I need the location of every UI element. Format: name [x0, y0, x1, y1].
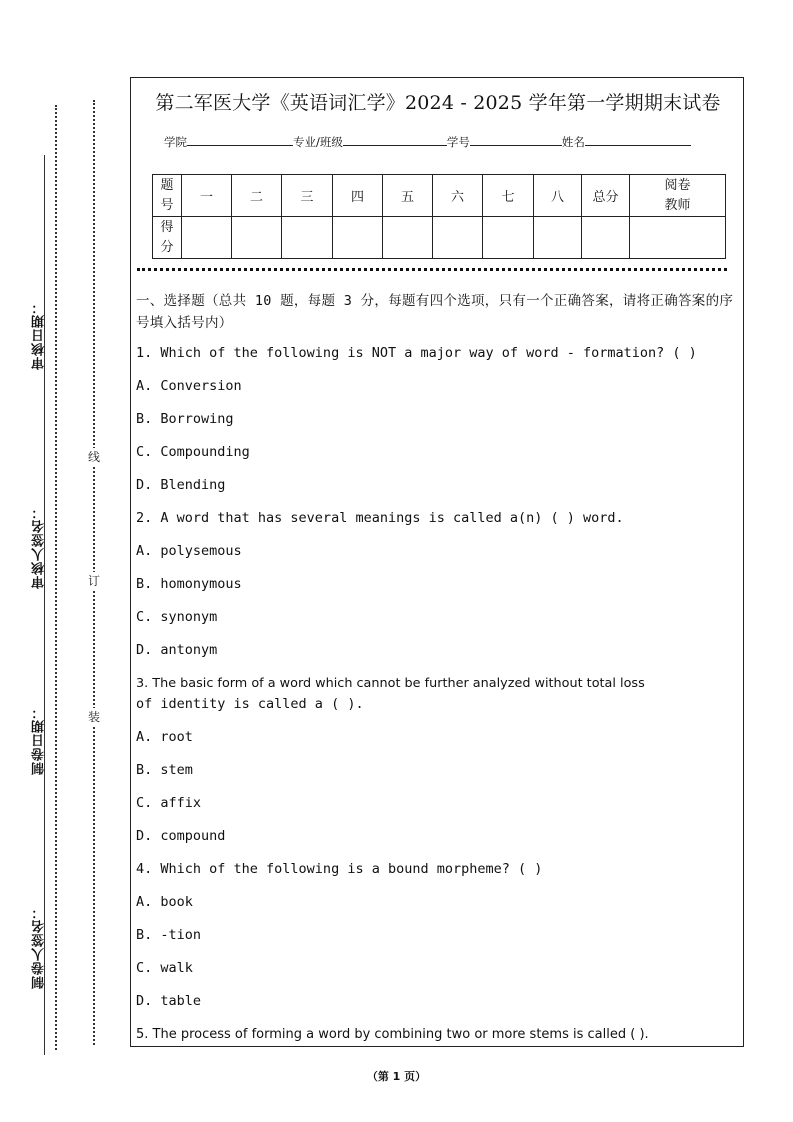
question-4-option-a: A. book — [136, 894, 193, 910]
question-4-option-b: B. -tion — [136, 927, 202, 943]
student-id-label: 学号 — [446, 135, 470, 149]
score-cell-4[interactable] — [333, 217, 383, 259]
question-4-option-c: C. walk — [136, 960, 193, 976]
question-1-option-c: C. Compounding — [136, 444, 250, 460]
score-label-1: 得 — [160, 219, 174, 235]
score-cell-2[interactable] — [232, 217, 282, 259]
question-2-option-a: A. polysemous — [136, 543, 242, 559]
question-4-option-d: D. table — [136, 993, 202, 1009]
score-col-1: 一 — [182, 175, 232, 217]
question-3-option-c: C. affix — [136, 795, 202, 811]
score-cell-5[interactable] — [383, 217, 433, 259]
name-label: 姓名 — [561, 135, 585, 149]
question-2-stem: 2. A word that has several meanings is called a(n) ( ) word. — [136, 510, 624, 526]
score-table-header-label-1: 题 — [160, 177, 174, 193]
student-info-row — [164, 132, 691, 150]
question-5-stem: 5. The process of forming a word by combining two or more stems is called ( ). — [136, 1027, 649, 1042]
question-1-option-a: A. Conversion — [136, 378, 242, 394]
score-cell-8[interactable] — [534, 217, 582, 259]
margin-dotted-line-left — [55, 105, 57, 1050]
score-label-2: 分 — [160, 239, 174, 255]
college-label: 学院 — [164, 135, 187, 149]
exam-title: 第二军医大学《英语词汇学》2024 - 2025 学年第一学期期末试卷 — [155, 92, 721, 114]
score-col-7: 七 — [483, 175, 534, 217]
reviewer-signature-label: 审核人签名： — [32, 505, 47, 589]
reviewer-date-label: 审核日期： — [32, 300, 47, 370]
score-col-3: 三 — [282, 175, 333, 217]
score-cell-3[interactable] — [282, 217, 333, 259]
score-cell-1[interactable] — [182, 217, 232, 259]
student-id-field[interactable] — [470, 132, 562, 146]
question-3-stem — [136, 673, 742, 715]
section-heading: 一、选择题（总共 10 题，每题 3 分，每题有四个选项，只有一个正确答案，请将正确答案的序号填入括号内） — [136, 293, 734, 331]
score-cell-grader[interactable] — [630, 217, 726, 259]
score-col-6: 六 — [433, 175, 483, 217]
question-4-stem: 4. Which of the following is a bound morpheme? ( ) — [136, 861, 543, 877]
score-table — [152, 174, 726, 259]
question-2-option-c: C. synonym — [136, 609, 218, 625]
score-cell-total[interactable] — [582, 217, 630, 259]
maker-date-label: 制卷日期： — [32, 705, 47, 775]
question-2-option-b: B. homonymous — [136, 576, 242, 592]
question-3-stem-line-2: of identity is called a ( ). — [136, 696, 364, 712]
score-col-grader — [630, 175, 726, 217]
score-table-score-label — [153, 217, 182, 259]
score-col-total: 总分 — [582, 175, 630, 217]
score-col-5: 五 — [383, 175, 433, 217]
score-cell-6[interactable] — [433, 217, 483, 259]
question-section — [136, 290, 742, 1057]
exam-frame — [130, 77, 744, 1047]
binding-char-bind: 装 — [88, 710, 101, 724]
page-number: （第 1 页） — [366, 1070, 427, 1083]
binding-char-staple: 订 — [88, 574, 101, 588]
question-3-option-d: D. compound — [136, 828, 226, 844]
question-2-option-d: D. antonym — [136, 642, 218, 658]
grader-label-2: 教师 — [664, 197, 691, 213]
major-label: 专业/班级 — [293, 135, 343, 149]
question-1-option-b: B. Borrowing — [136, 411, 234, 427]
question-3-stem-line-1: 3. The basic form of a word which cannot be further analyzed without total loss — [136, 676, 645, 691]
score-table-header-label — [153, 175, 182, 217]
question-3-option-b: B. stem — [136, 762, 193, 778]
score-col-8: 八 — [534, 175, 582, 217]
score-cell-7[interactable] — [483, 217, 534, 259]
major-field[interactable] — [343, 132, 447, 146]
question-1-stem: 1. Which of the following is NOT a major way of word - formation? ( ) — [136, 345, 697, 361]
section-separator — [137, 268, 727, 271]
score-table-header-label-2: 号 — [160, 197, 174, 213]
question-1-option-d: D. Blending — [136, 477, 226, 493]
score-col-2: 二 — [232, 175, 282, 217]
maker-signature-label: 制卷人签名： — [32, 905, 47, 989]
question-3-option-a: A. root — [136, 729, 193, 745]
score-col-4: 四 — [333, 175, 383, 217]
college-field[interactable] — [187, 132, 293, 146]
binding-char-line: 线 — [88, 450, 101, 464]
name-field[interactable] — [585, 132, 691, 146]
grader-label-1: 阅卷 — [664, 177, 691, 193]
